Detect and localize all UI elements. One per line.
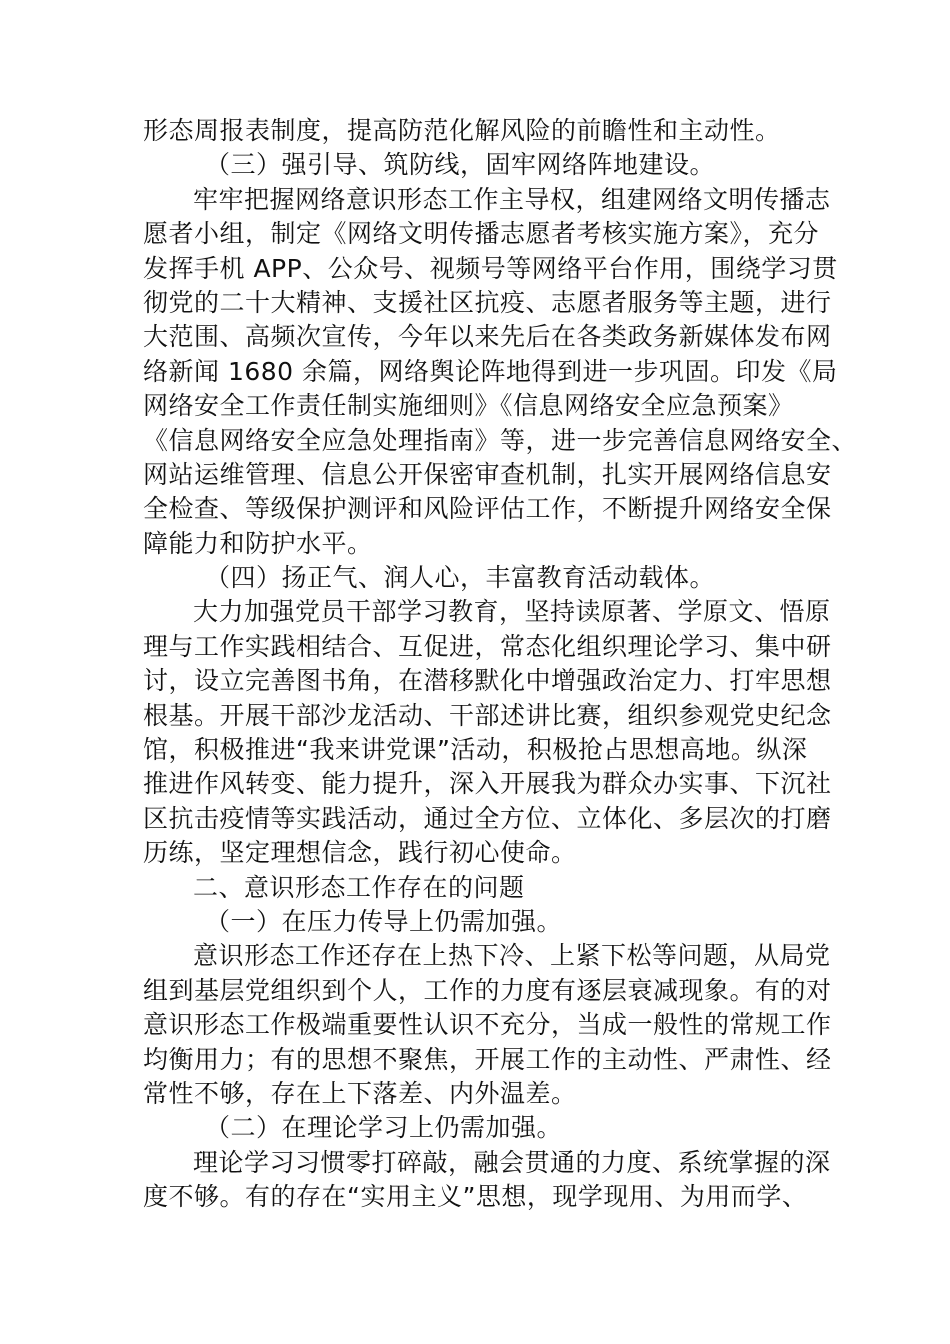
text-line: 二、意识形态工作存在的问题 [193,872,525,902]
text-line: 《信息网络安全应急处理指南》等，进一步完善信息网络安全、 [143,425,858,455]
text-line: 历练，坚定理想信念，践行初心使命。 [143,838,577,868]
section-heading: （二）在理论学习上仍需加强。 [205,1113,563,1143]
text-line: 意识形态工作极端重要性认识不充分，当成一般性的常规工作 [143,1010,832,1040]
text-line: 大力加强党员干部学习教育，坚持读原著、学原文、悟原 [193,597,831,627]
text-line: 组到基层党组织到个人，工作的力度有逐层衰减现象。有的对 [143,975,832,1005]
text-line: 网站运维管理、信息公开保密审查机制，扎实开展网络信息安 [143,459,832,489]
text-line: 发挥手机 APP、公众号、视频号等网络平台作用，围绕学习贯 [143,253,838,283]
text-line: 全检查、等级保护测评和风险评估工作，不断提升网络安全保 [143,494,832,524]
text-line: 大范围、高频次宣传，今年以来先后在各类政务新媒体发布网 [143,322,832,352]
text-line: 形态周报表制度，提高防范化解风险的前瞻性和主动性。 [143,116,781,145]
section-heading: （四）扬正气、润人心，丰富教育活动载体。 [205,563,716,593]
text-line: 彻党的二十大精神、支援社区抗疫、志愿者服务等主题，进行 [143,287,832,317]
text-line: 度不够。有的存在“实用主义”思想，现学现用、为用而学、 [143,1182,808,1212]
text-line: 意识形态工作还存在上热下冷、上紧下松等问题，从局党 [193,941,831,971]
text-line: 愿者小组，制定《网络文明传播志愿者考核实施方案》，充分 [143,219,820,249]
text-line: 馆，积极推进“我来讲党课”活动，积极抢占思想高地。纵深 [143,735,808,765]
text-line: 讨，设立完善图书角，在潜移默化中增强政治定力、打牢思想 [143,666,832,696]
text-line: 牢牢把握网络意识形态工作主导权，组建网络文明传播志 [193,184,831,214]
text-line: 常性不够，存在上下落差、内外温差。 [143,1078,577,1108]
text-line: 推进作风转变、能力提升，深入开展我为群众办实事、下沉社 [143,769,832,799]
section-heading: （一）在压力传导上仍需加强。 [205,906,563,936]
text-line: 理论学习习惯零打碎敲，融会贯通的力度、系统掌握的深 [193,1147,831,1177]
document-body [143,114,858,1215]
text-line: 均衡用力；有的思想不聚焦，开展工作的主动性、严肃性、经 [143,1044,832,1074]
section-heading: （三）强引导、筑防线，固牢网络阵地建设。 [205,150,716,180]
text-line: 理与工作实践相结合、互促进，常态化组织理论学习、集中研 [143,631,832,661]
text-line: 网络安全工作责任制实施细则》《信息网络安全应急预案》 [143,391,794,421]
text-line: 络新闻 1680 余篇，网络舆论阵地得到进一步巩固。印发《局 [143,356,838,386]
text-line: 障能力和防护水平。 [143,528,373,558]
text-line: 区抗击疫情等实践活动，通过全方位、立体化、多层次的打磨 [143,803,832,833]
text-line: 根基。开展干部沙龙活动、干部述讲比赛，组织参观党史纪念 [143,700,832,730]
